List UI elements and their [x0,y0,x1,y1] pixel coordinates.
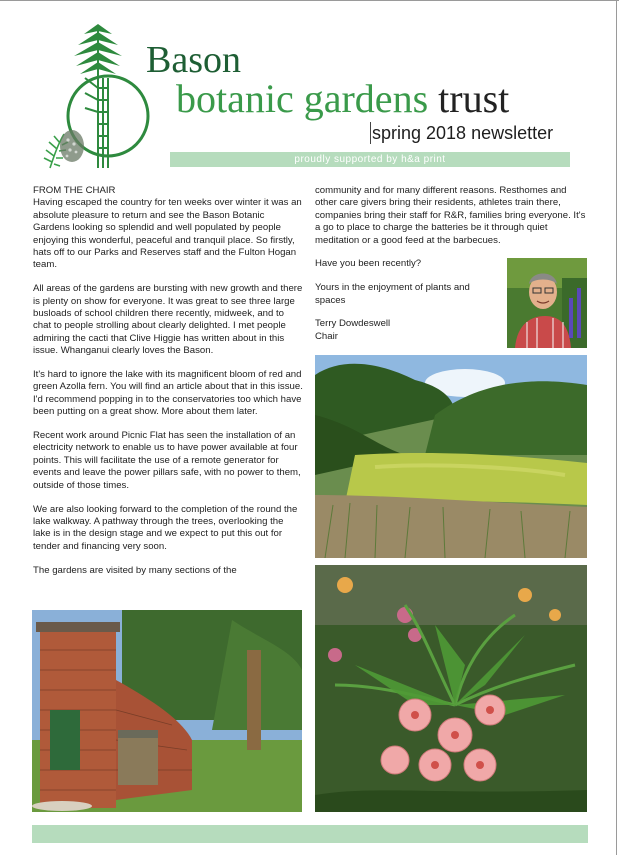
article-column-left [33,185,303,588]
article-paragraph: Having escaped the country for ten weeks over winter it was an absolute pleasure to return and see the Bason Botanic Gardens looking so splendid and well populated by people enjoying this wonderful, peaceful and tranquil place. So firstly, hats off to our Parks and Reserves staff and the Fulton Hogan team. [33,197,302,271]
article-heading: FROM THE CHAIR [33,185,116,196]
support-banner: proudly supported by h&a print [170,152,570,167]
article-paragraph: It's hard to ignore the lake with its magnificent bloom of red and green Azolla fern. You will find an article about that in this issue. I'd recommend popping in to the conservatories too which have been putting on a great show. More about them later. [33,369,303,418]
article-paragraph: We are also looking forward to the completion of the round the lake walkway. A pathway through the trees, overlooking the lake is in the design stage and we expect to put this out for tender and financing very soon. [33,503,298,552]
masthead-title-green: botanic gardens [176,76,429,121]
masthead-title-dark: trust [438,76,510,121]
conservatory-orchid-photo [315,565,587,812]
article-paragraph: All areas of the gardens are bursting with new growth and there is plenty on show for everyone. It was great to see three large busloads of school children there recently, midweek, and to chat to people strolling about clearly delighted. I met people admiring the cacti that Clive Higgie has written about in this issue. Whanganui clearly loves the Bason. [33,283,303,357]
signature-name: Terry Dowdeswell [315,318,391,330]
article-closing: Yours in the enjoyment of plants and spaces [315,282,470,306]
bason-logo-icon [40,18,155,178]
article-paragraph: The gardens are visited by many sections of the [33,564,237,576]
page-border-top [0,0,619,1]
page-border-right [616,0,617,855]
subtitle-divider [370,122,371,144]
signature-role: Chair [315,330,338,342]
azolla-lake-photo [315,355,587,558]
footer-bar [32,825,588,843]
picnic-flat-power-photo [32,610,302,812]
chair-portrait-photo [507,258,587,348]
article-paragraph: Recent work around Picnic Flat has seen the installation of an electricity network to enable us to have power available at four points. This will facilitate the use of a remote generator for events and leave the power pillars safe, with no power to them, outside of those times. [33,430,301,491]
article-question: Have you been recently? [315,258,422,270]
newsletter-edition: spring 2018 newsletter [372,123,554,143]
masthead-title-line2 [176,78,509,120]
article-paragraph-continued: community and for many different reasons. Resthomes and other care givers bring their residents, athletes train there, companies bring their staff for R&R, families bring everyone. It's a go to place to charge the batteries be it through quiet meditation or a good feed at the barbecues. [315,185,586,246]
masthead-title-line1: Bason [146,39,241,81]
